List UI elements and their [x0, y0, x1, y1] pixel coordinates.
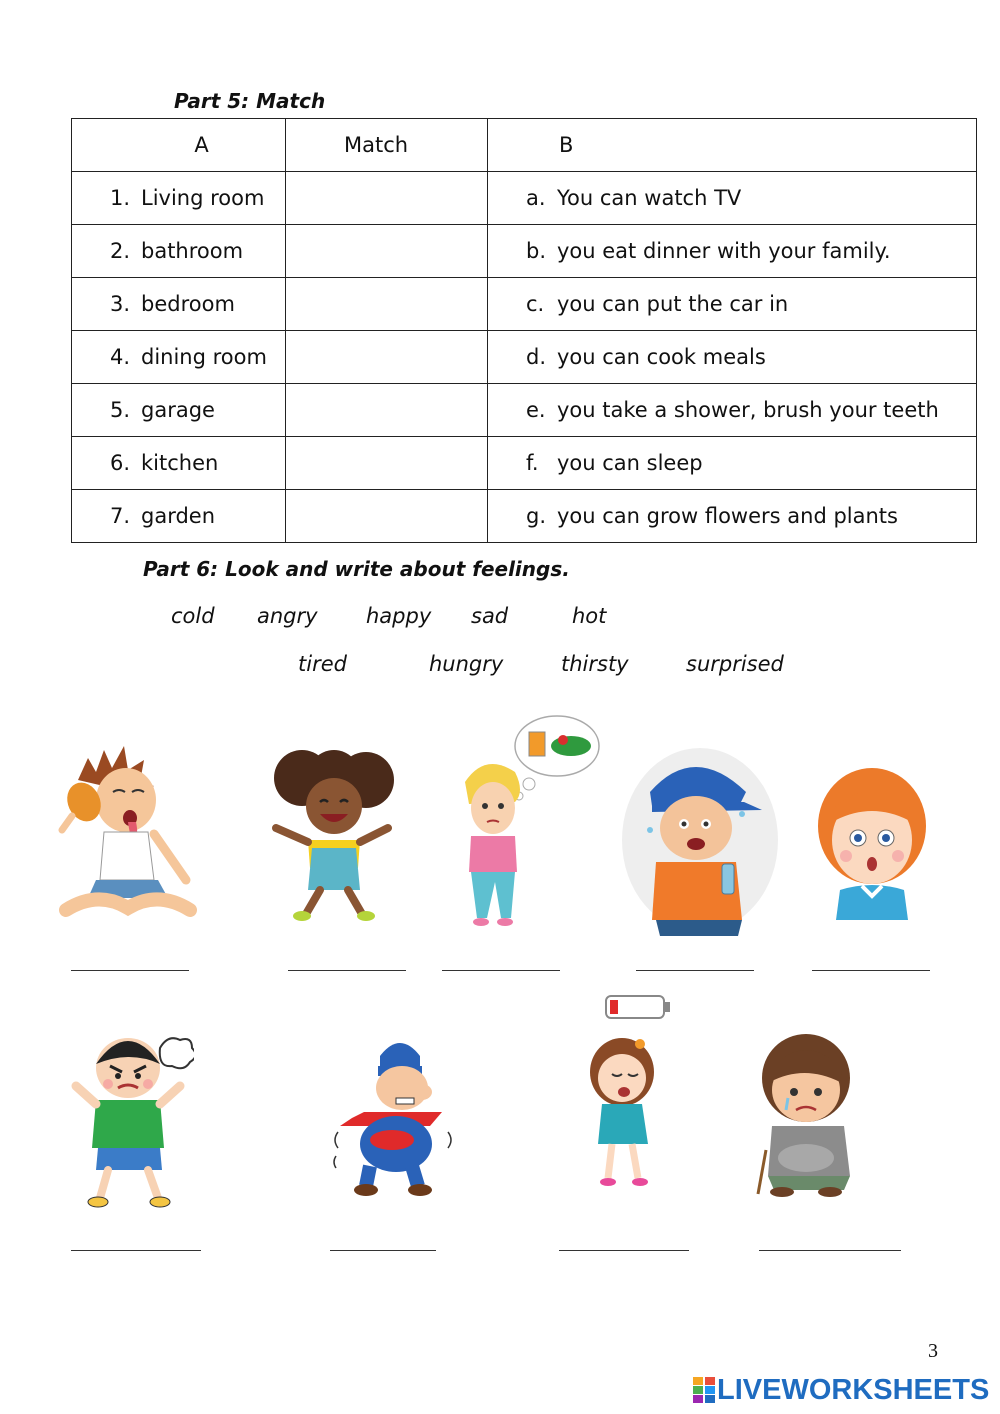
word-bank-item: surprised — [686, 652, 784, 676]
room-description: you can grow flowers and plants — [557, 504, 898, 528]
room-description: you can cook meals — [557, 345, 766, 369]
answer-line[interactable] — [288, 970, 406, 971]
header-b: B — [488, 119, 977, 172]
room-description: you eat dinner with your family. — [557, 239, 891, 263]
room-description: you can sleep — [557, 451, 703, 475]
answer-line[interactable] — [559, 1250, 689, 1251]
match-answer-cell[interactable] — [286, 278, 488, 331]
match-table — [71, 118, 977, 543]
answer-line[interactable] — [71, 970, 189, 971]
answer-line[interactable] — [71, 1250, 201, 1251]
angry-boy-illustration — [68, 1024, 194, 1208]
word-bank-item: thirsty — [561, 652, 629, 676]
table-row — [72, 225, 977, 278]
word-bank-item: hungry — [429, 652, 504, 676]
word-bank-item: cold — [171, 604, 215, 628]
room-name: garden — [141, 504, 216, 528]
table-row — [72, 172, 977, 225]
liveworksheets-logo — [693, 1374, 989, 1406]
room-description: You can watch TV — [557, 186, 742, 210]
row-letter: d. — [526, 345, 547, 369]
room-name: kitchen — [141, 451, 219, 475]
room-name: bathroom — [141, 239, 244, 263]
row-letter: e. — [526, 398, 546, 422]
row-number: 3. — [110, 292, 131, 316]
row-letter: c. — [526, 292, 545, 316]
table-row — [72, 278, 977, 331]
surprised-girl-illustration — [816, 764, 928, 920]
part5-title: Part 5: Match — [174, 89, 326, 113]
logo-text: LIVEWORKSHEETS — [717, 1373, 990, 1406]
header-match: Match — [286, 119, 488, 172]
room-description: you take a shower, brush your teeth — [557, 398, 939, 422]
word-bank-item: happy — [366, 604, 432, 628]
answer-line[interactable] — [812, 970, 930, 971]
row-letter: g. — [526, 504, 547, 528]
row-number: 6. — [110, 451, 131, 475]
match-answer-cell[interactable] — [286, 384, 488, 437]
row-letter: a. — [526, 186, 546, 210]
word-bank-item: angry — [257, 604, 318, 628]
room-name: bedroom — [141, 292, 235, 316]
tired-girl-illustration — [582, 994, 674, 1198]
answer-line[interactable] — [330, 1250, 436, 1251]
match-answer-cell[interactable] — [286, 490, 488, 543]
room-name: Living room — [141, 186, 265, 210]
hot-boy-illustration — [58, 730, 198, 920]
row-number: 4. — [110, 345, 131, 369]
table-row — [72, 384, 977, 437]
row-letter: f. — [526, 451, 539, 475]
room-name: dining room — [141, 345, 267, 369]
answer-line[interactable] — [442, 970, 560, 971]
row-letter: b. — [526, 239, 547, 263]
part6-title: Part 6: Look and write about feelings. — [143, 557, 570, 581]
row-number: 2. — [110, 239, 131, 263]
table-row — [72, 331, 977, 384]
word-bank-item: hot — [572, 604, 607, 628]
room-description: you can put the car in — [557, 292, 789, 316]
word-bank-item: tired — [298, 652, 347, 676]
row-number: 1. — [110, 186, 131, 210]
match-answer-cell[interactable] — [286, 172, 488, 225]
table-row — [72, 490, 977, 543]
cold-man-illustration — [330, 1036, 458, 1198]
happy-girl-illustration — [262, 748, 402, 928]
page-number: 3 — [928, 1340, 938, 1362]
row-number: 7. — [110, 504, 131, 528]
word-bank-item: sad — [471, 604, 509, 628]
sad-boy-illustration — [752, 1030, 860, 1200]
header-a: A — [72, 119, 286, 172]
table-row — [72, 437, 977, 490]
row-number: 5. — [110, 398, 131, 422]
match-answer-cell[interactable] — [286, 331, 488, 384]
answer-line[interactable] — [759, 1250, 901, 1251]
match-answer-cell[interactable] — [286, 225, 488, 278]
liveworksheets-logo-icon — [693, 1377, 715, 1403]
answer-line[interactable] — [636, 970, 754, 971]
room-name: garage — [141, 398, 215, 422]
thirsty-boy-illustration — [612, 744, 778, 936]
match-answer-cell[interactable] — [286, 437, 488, 490]
table-header-row — [72, 119, 977, 172]
hungry-girl-illustration — [445, 712, 605, 930]
